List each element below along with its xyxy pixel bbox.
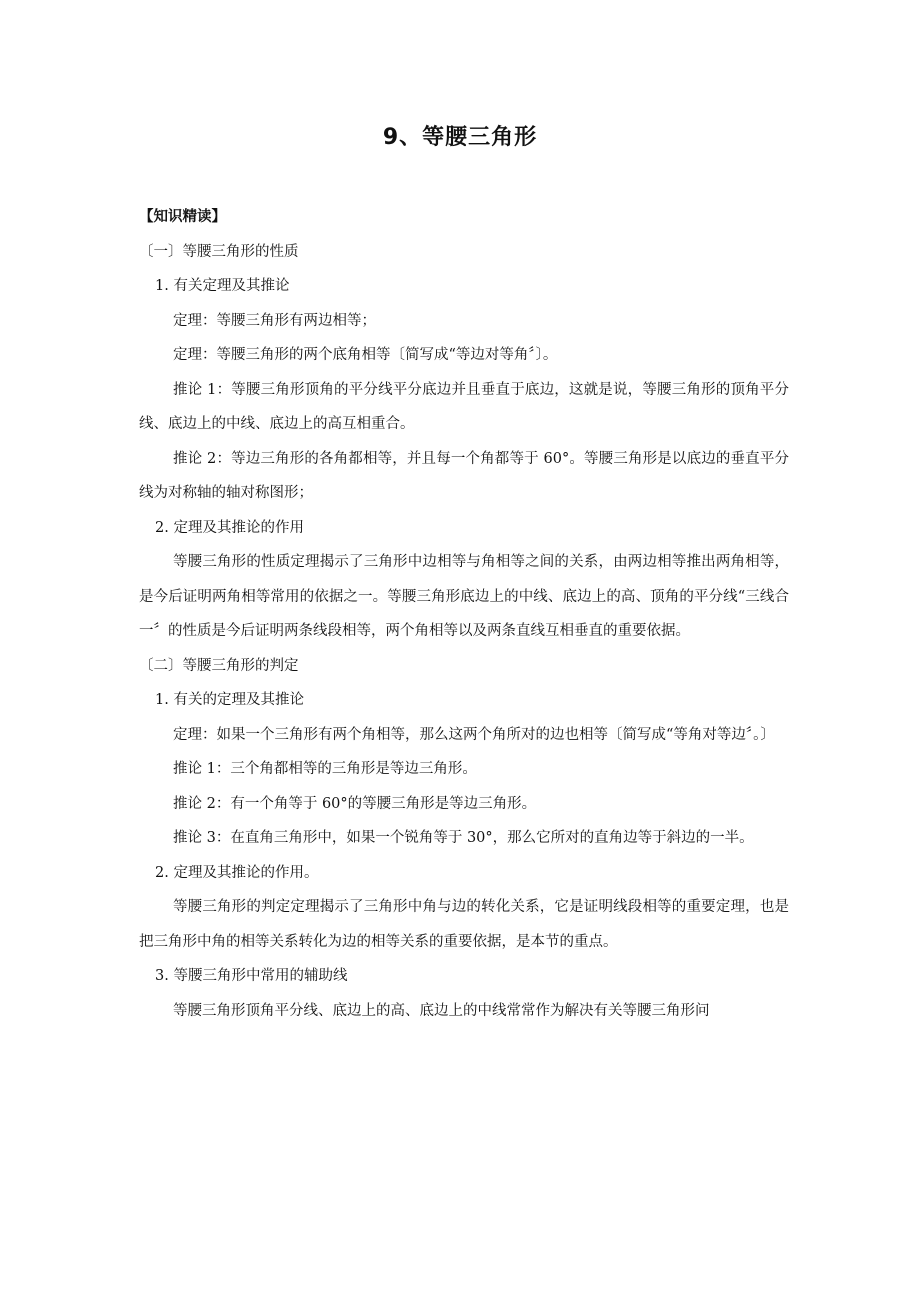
part1-corollary1: 推论 1：等腰三角形顶角的平分线平分底边并且垂直于底边，这就是说，等腰三角形的顶角平分线、底边上的中线、底边上的高互相重合。 (139, 381, 789, 432)
part2-sub3: 3. 等腰三角形中常用的辅助线 (155, 968, 348, 984)
part2-corollary2: 推论 2：有一个角等于 60°的等腰三角形是等边三角形。 (173, 795, 537, 812)
page-title: 9、等腰三角形 (382, 125, 538, 150)
part1-theorem2: 定理：等腰三角形的两个底角相等〔简写成“等边对等角〞〕。 (173, 347, 558, 363)
part1-role-text: 等腰三角形的性质定理揭示了三角形中边相等与角相等之间的关系，由两边相等推出两角相等，是今后证明两角相等常用的依据之一。等腰三角形底边上的中线、底边上的高、顶角的平分线“三线合一〞的性质是今后证明两条线段相等，两个角相等以及两条直线互相垂直的重要依据。 (139, 554, 789, 639)
part2-corollary1: 推论 1：三个角都相等的三角形是等边三角形。 (173, 761, 477, 777)
document-body (139, 200, 789, 1028)
part1-sub1: 1. 有关定理及其推论 (155, 278, 290, 294)
part1-heading: 〔一〕等腰三角形的性质 (139, 243, 299, 260)
part1-sub2: 2. 定理及其推论的作用 (155, 519, 304, 536)
part2-sub2: 2. 定理及其推论的作用。 (155, 864, 319, 881)
part2-role-text: 等腰三角形的判定定理揭示了三角形中角与边的转化关系，它是证明线段相等的重要定理，也是把三角形中角的相等关系转化为边的相等关系的重要依据，是本节的重点。 (139, 899, 789, 950)
part2-heading: 〔二〕等腰三角形的判定 (139, 657, 299, 674)
part1-corollary2: 推论 2：等边三角形的各角都相等，并且每一个角都等于 60°。等腰三角形是以底边的垂直平分线为对称轴的轴对称图形； (139, 450, 789, 501)
part2-corollary3: 推论 3：在直角三角形中，如果一个锐角等于 30°，那么它所对的直角边等于斜边的一半。 (173, 830, 754, 846)
part2-aux-text: 等腰三角形顶角平分线、底边上的高、底边上的中线常常作为解决有关等腰三角形问 (173, 1002, 710, 1019)
part2-theorem: 定理：如果一个三角形有两个角相等，那么这两个角所对的边也相等〔简写成“等角对等边〞。〕 (173, 726, 775, 743)
part2-sub1: 1. 有关的定理及其推论 (155, 692, 304, 708)
section-heading: 【知识精读】 (139, 209, 226, 225)
part1-theorem1: 定理：等腰三角形有两边相等； (173, 312, 376, 329)
